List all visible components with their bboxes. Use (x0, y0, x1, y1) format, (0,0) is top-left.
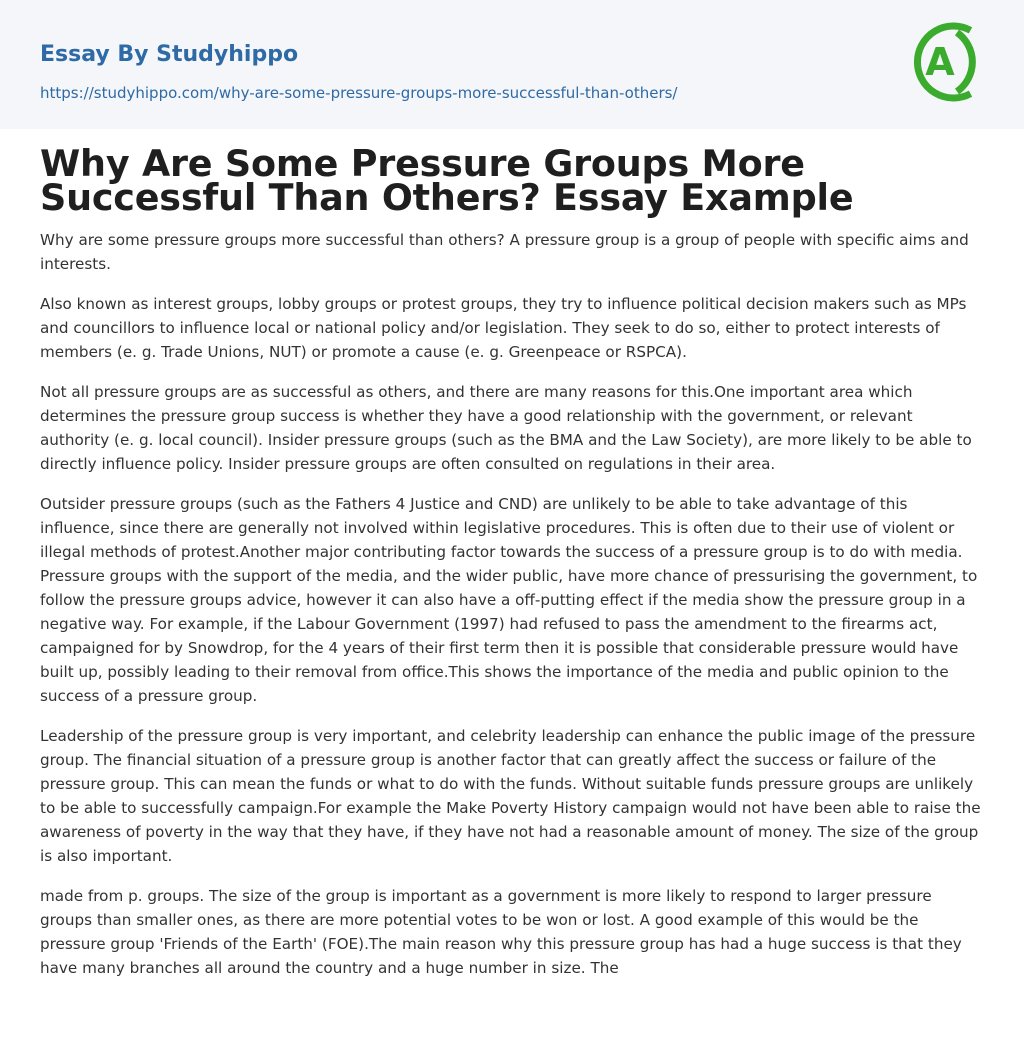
article-title: Why Are Some Pressure Groups More Successful Than Others? Essay Example (40, 142, 854, 219)
article-paragraph: Outsider pressure groups (such as the Fathers 4 Justice and CND) are unlikely to be able to take advantage of this influence, since there are generally not involved within legislative procedures. This is often due to their use of violent or illegal methods of protest.Another major contributing factor towards the success of a pressure group is to do with media. Pressure groups with the support of the media, and the wider public, have more chance of pressurising the government, to follow the pressure groups advice, however it can also have a off-putting effect if the media show the pressure group in a negative way. For example, if the Labour Government (1997) had refused to pass the amendment to the firearms act, campaigned for by Snowdrop, for the 4 years of their first term then it is possible that considerable pressure would have built up, possibly leading to their removal from office.This shows the importance of the media and public opinion to the success of a pressure group. (40, 495, 978, 705)
studyhippo-logo-icon[interactable] (910, 18, 988, 106)
logo-letter: A (925, 40, 955, 84)
article-paragraph: Leadership of the pressure group is very important, and celebrity leadership can enhance the public image of the pressure group. The financial situation of a pressure group is another factor that can greatly affect the success or failure of the pressure group. This can mean the funds or what to do with the funds. Without suitable funds pressure groups are unlikely to be able to successfully campaign.For example the Make Poverty History campaign would not have been able to raise the awareness of poverty in the way that they have, if they have not had a reasonable amount of money. The size of the group is also important. (40, 727, 981, 865)
article-paragraph: Not all pressure groups are as successful as others, and there are many reasons for this.One important area which determines the pressure group success is whether they have a good relationship with the government, or relevant authority (e. g. local council). Insider pressure groups (such as the BMA and the Law Society), are more likely to be able to directly influence policy. Insider pressure groups are often consulted on regulations in their area. (40, 383, 972, 473)
site-brand[interactable]: Essay By Studyhippo (40, 42, 299, 67)
article-paragraph: Also known as interest groups, lobby groups or protest groups, they try to influence political decision makers such as MPs and councillors to influence local or national policy and/or legislation. They seek to do so, either to protect interests of members (e. g. Trade Unions, NUT) or promote a cause (e. g. Greenpeace or RSPCA). (40, 295, 967, 361)
article-paragraph: made from p. groups. The size of the group is important as a government is more likely to respond to larger pressure groups than smaller ones, as there are more potential votes to be won or lost. A good example of this would be the pressure group 'Friends of the Earth' (FOE).The main reason why this pressure group has had a huge success is that they have many branches all around the country and a huge number in size. The (40, 887, 962, 977)
article-paragraph: Why are some pressure groups more successful than others? A pressure group is a group of people with specific aims and interests. (40, 231, 969, 273)
article-url-link[interactable]: https://studyhippo.com/why-are-some-pressure-groups-more-successful-than-others/ (40, 84, 678, 102)
article-content (40, 142, 982, 996)
site-header (0, 0, 1024, 129)
